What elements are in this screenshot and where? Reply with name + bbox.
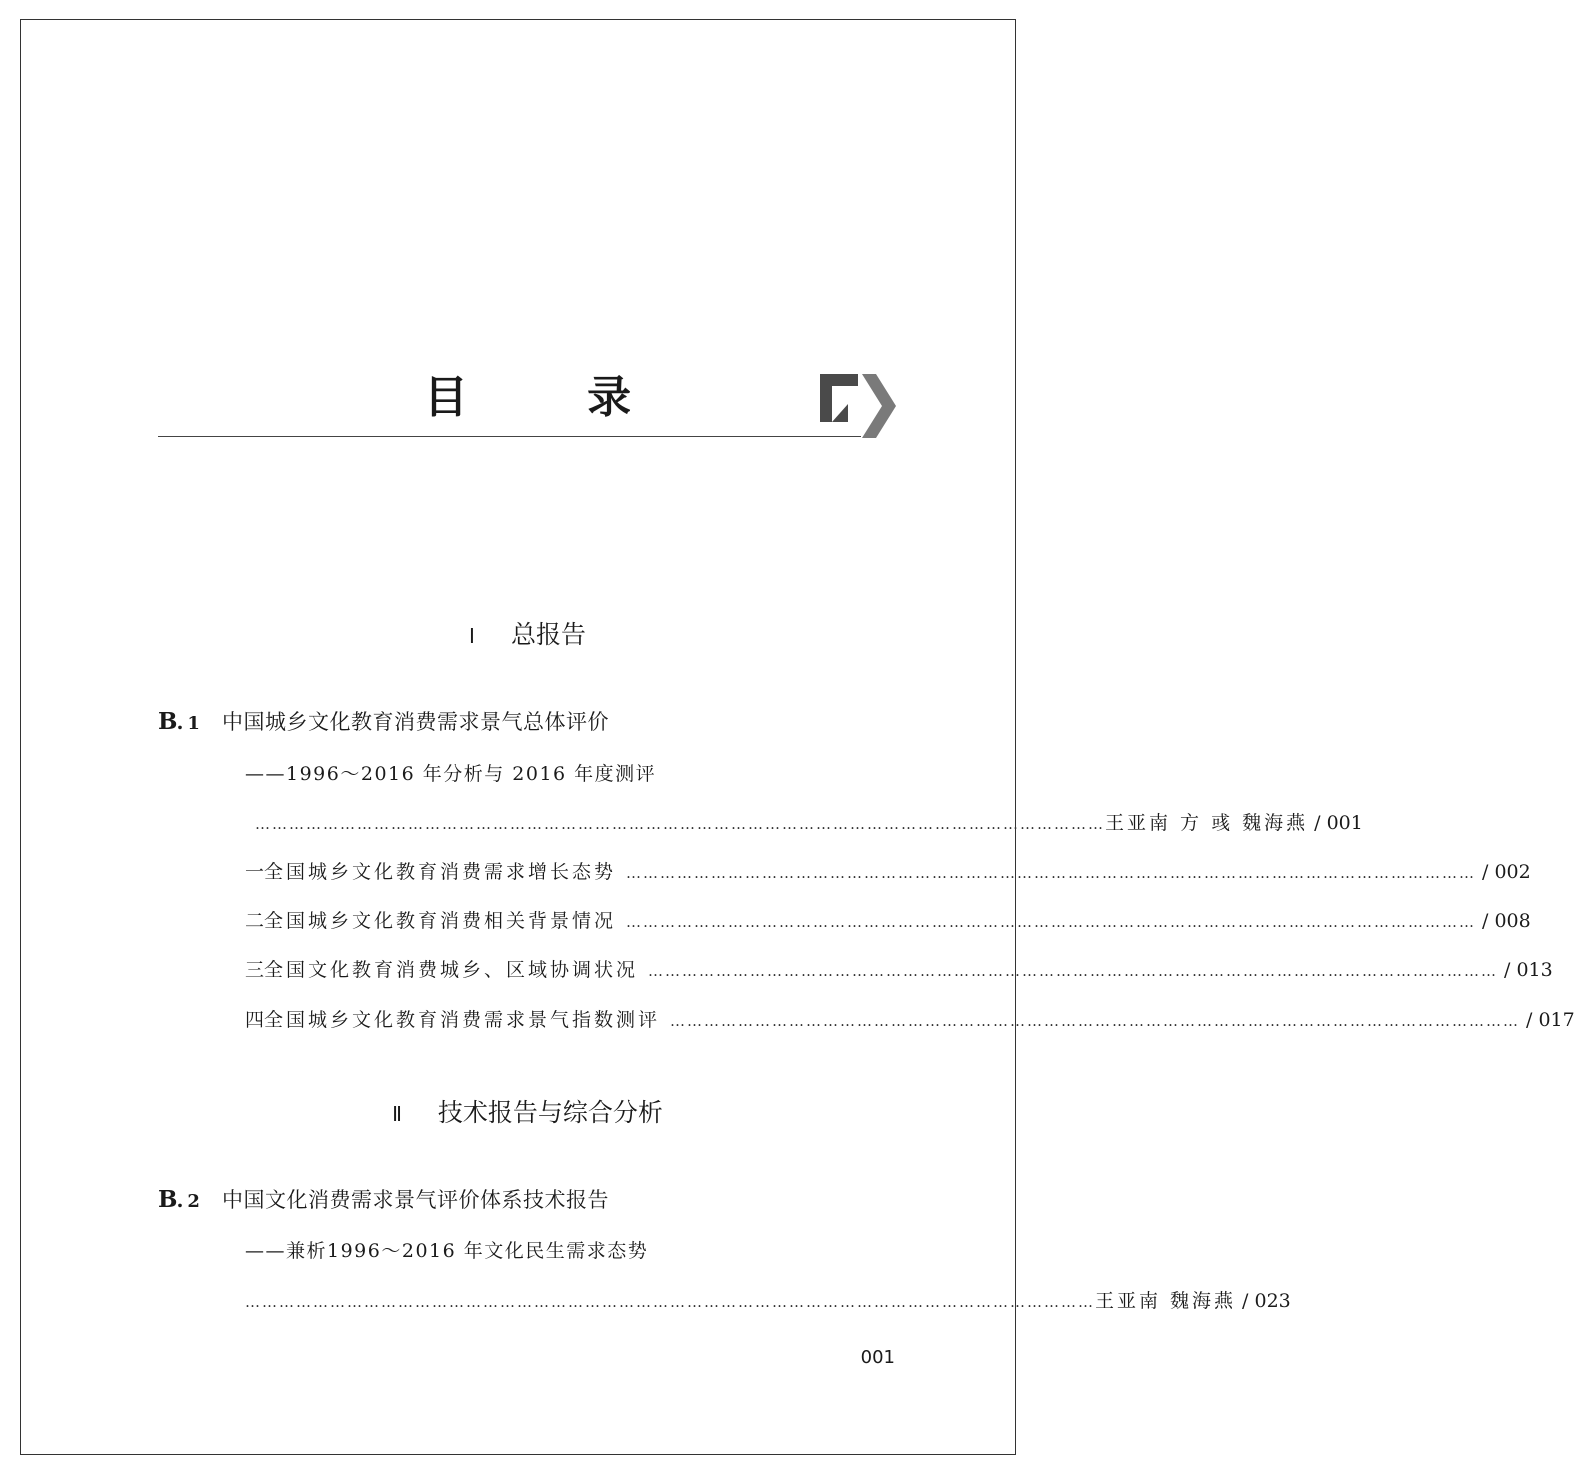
item-text: 全国城乡文化教育消费相关背景情况 xyxy=(264,910,617,932)
section-number: Ⅱ xyxy=(392,1102,402,1126)
leader-dots: …………………………………………………………………………………………………………………………………… xyxy=(626,913,1477,931)
b1-code-number: 1 xyxy=(187,713,200,734)
section-heading-1 xyxy=(0,618,1055,653)
page-number: 001 xyxy=(860,1347,895,1368)
b2-page: / 023 xyxy=(1242,1290,1291,1312)
b2-code: B. 2 xyxy=(158,1186,200,1213)
item-text: 全国城乡文化教育消费需求增长态势 xyxy=(264,861,617,883)
leader-dots: …………………………………………………………………………………………………………………………………… xyxy=(648,962,1499,980)
item-page: / 013 xyxy=(1504,959,1553,981)
b1-author-line xyxy=(255,809,1363,838)
leader-dots: …………………………………………………………………………………………………………………………………… xyxy=(626,864,1477,882)
item-number: 二 xyxy=(245,910,265,932)
b1-title: 中国城乡文化教育消费需求景气总体评价 xyxy=(222,710,609,734)
b1-authors: 王亚南 方 彧 魏海燕 xyxy=(1105,812,1309,834)
b1-page: / 001 xyxy=(1314,812,1363,834)
item-page: / 017 xyxy=(1526,1009,1575,1031)
item-text: 全国城乡文化教育消费需求景气指数测评 xyxy=(264,1009,661,1031)
corner-logo-icon xyxy=(818,372,896,440)
leader-dots: …………………………………………………………………………………………………………………………………… xyxy=(255,815,1105,833)
b2-code-letter: B xyxy=(158,1186,177,1213)
item-number: 一 xyxy=(245,861,265,883)
b1-item-4 xyxy=(245,1006,1575,1035)
leader-dots: …………………………………………………………………………………………………………………………………… xyxy=(245,1293,1095,1311)
b1-item-1 xyxy=(245,858,1531,887)
leader-dots: …………………………………………………………………………………………………………………………………… xyxy=(670,1012,1521,1030)
b2-subtitle: ——兼析1996～2016 年文化民生需求态势 xyxy=(245,1240,649,1262)
b2-author-line xyxy=(245,1287,1291,1316)
title-rule xyxy=(158,436,861,437)
toc-title: 目 录 xyxy=(423,372,684,423)
b1-subtitle: ——1996～2016 年分析与 2016 年度测评 xyxy=(245,763,657,785)
b2-title: 中国文化消费需求景气评价体系技术报告 xyxy=(222,1188,609,1212)
section-title: 总报告 xyxy=(510,620,586,649)
section-title: 技术报告与综合分析 xyxy=(437,1098,663,1127)
b1-item-2 xyxy=(245,907,1531,936)
item-page: / 002 xyxy=(1482,861,1531,883)
b2-code-number: 2 xyxy=(187,1191,200,1212)
item-text: 全国文化教育消费城乡、区域协调状况 xyxy=(264,959,639,981)
b1-code: B. 1 xyxy=(158,708,200,735)
section-heading-2 xyxy=(0,1096,1055,1131)
b1-code-letter: B xyxy=(158,708,177,735)
section-number: Ⅰ xyxy=(469,624,475,648)
item-page: / 008 xyxy=(1482,910,1531,932)
item-number: 四 xyxy=(245,1009,265,1031)
b2-authors: 王亚南 魏海燕 xyxy=(1095,1290,1237,1312)
b1-item-3 xyxy=(245,956,1553,985)
item-number: 三 xyxy=(245,959,265,981)
